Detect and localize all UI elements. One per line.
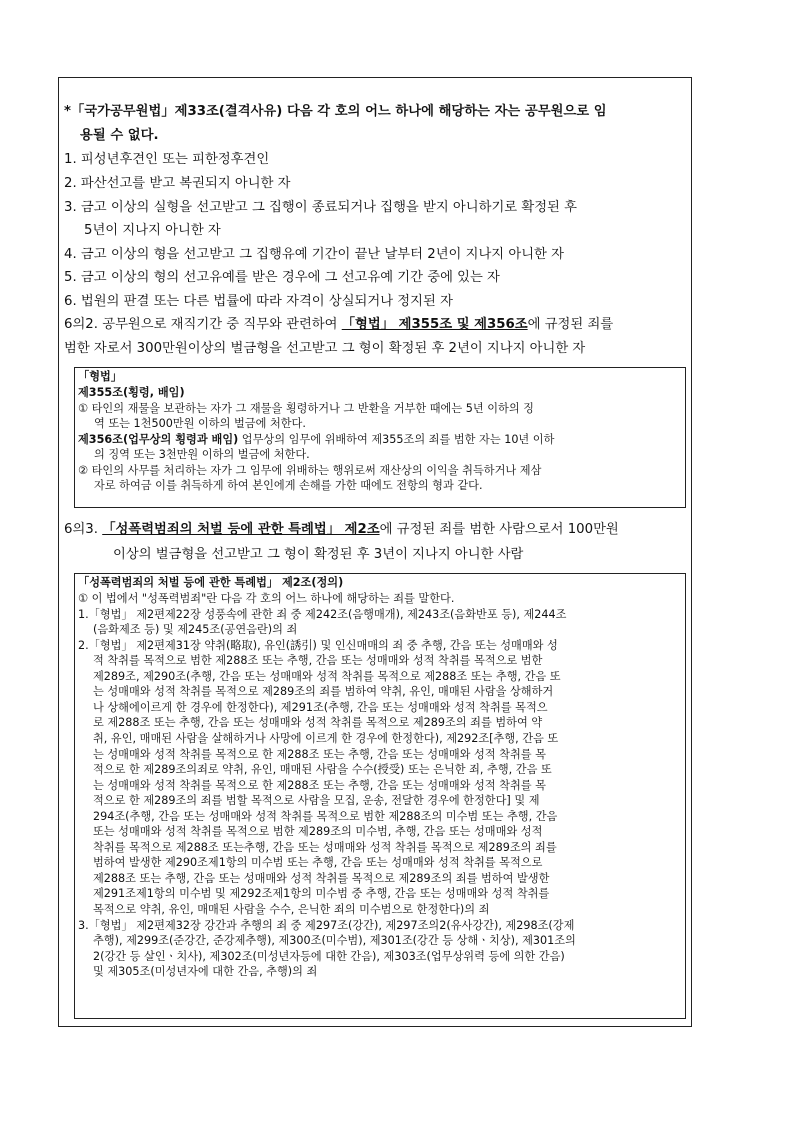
box2-title: 「성폭력범죄의 처벌 등에 관한 특례법」 제2조(정의)	[78, 576, 344, 589]
item-6-2-cont: 범한 자로서 300만원이상의 벌금형을 선고받고 그 형이 확정된 후 2년이 지나지 아니한 자	[64, 341, 586, 356]
item-6-3-law: 「성폭력범죄의 처벌 등에 관한 특례법」 제2조	[102, 522, 380, 537]
article356-text: 업무상의 임무에 위배하여 제355조의 죄를 범한 자는 10년 이하	[238, 433, 555, 446]
item-6-3	[64, 518, 619, 542]
definition-item-cont: 2(강간 등 살인ㆍ치사), 제302조(미성년자등에 대한 간음), 제303조(업무상위력 등에 의한 간음)	[93, 949, 565, 963]
definition-item: 2.「형법」 제2편제31장 약취(略取), 유인(誘引) 및 인신매매의 죄 중 추행, 간음 또는 성매매와 성	[78, 638, 558, 652]
article356-title: 제356조(업무상의 횡령과 배임)	[78, 433, 239, 446]
definition-item-cont: 294조(추행, 간음 또는 성매매와 성적 착취를 목적으로 범한 제288조의 미수범 또는 추행, 간음	[93, 809, 558, 823]
article355-clause1-cont: 역 또는 1천500만원 이하의 벌금에 처한다.	[94, 417, 306, 430]
definition-item-cont: (음화제조 등) 및 제245조(공연음란)의 죄	[93, 623, 298, 637]
definition-item: ① 이 법에서 "성폭력범죄"란 다음 각 호의 어느 하나에 해당하는 죄를 말한다.	[78, 592, 455, 605]
definition-item-cont: 로 제288조 또는 추행, 간음 또는 성매매와 성적 착취를 목적으로 제289조의 죄를 범하여 약	[93, 716, 543, 730]
article356	[78, 432, 554, 447]
definition-item-cont: 및 제305조(미성년자에 대한 간음, 추행)의 죄	[93, 965, 318, 979]
article33-heading-cont: 용될 수 없다.	[80, 128, 159, 143]
definition-item: 1.「형법」 제2편제22장 성풍속에 관한 죄 중 제242조(음행매개), 제243조(음화반포 등), 제244조	[78, 607, 567, 621]
definition-item-cont: 적 착취를 목적으로 범한 제288조 또는 추행, 간음 또는 성매매와 성적 착취를 목적으로 범한	[93, 654, 543, 668]
definition-item-cont: 적으로 한 제289조의죄로 약취, 유인, 매매된 사람을 수수(授受) 또는 은닉한 죄, 추행, 간음 또	[93, 763, 552, 777]
item-6-2	[64, 313, 613, 337]
article355-title: 제355조(횡령, 배임)	[78, 386, 185, 399]
definition-item-cont: 적으로 한 제289조의 죄를 범할 목적으로 사람을 모집, 운송, 전달한 경우에 한정한다] 및 제	[93, 794, 540, 808]
article33-heading: *「국가공무원법」제33조(결격사유) 다음 각 호의 어느 하나에 해당하는 자는 공무원으로 임	[64, 104, 607, 119]
sexual-crime-act-box	[74, 573, 686, 1019]
definition-item-cont: 제288조 또는 추행, 간음 또는 성매매와 성적 착취를 목적으로 제289조의 죄를 범하여 발생한	[93, 871, 550, 885]
definition-item-cont: 는 성매매와 성적 착취를 목적으로 한 제288조 또는 추행, 간음 또는 성매매와 성적 착취를 목	[93, 747, 546, 761]
definition-item-cont: 추행), 제299조(준강간, 준강제추행), 제300조(미수범), 제301조(강간 등 상해ㆍ치상), 제301조의	[93, 934, 576, 948]
definition-item-cont: 취, 유인, 매매된 사람을 살해하거나 사망에 이르게 한 경우에 한정한다), 제292조[추행, 간음 또	[93, 731, 559, 745]
item-6-2-law: 「형법」 제355조 및 제356조	[341, 317, 528, 332]
definition-item-cont: 나 상해에이르게 한 경우에 한정한다), 제291조(추행, 간음 또는 성매매와 성적 착취를 목적으	[93, 700, 548, 714]
list-item: 2. 파산선고를 받고 복권되지 아니한 자	[64, 176, 291, 191]
list-item-cont: 5년이 지나지 아니한 자	[84, 223, 221, 238]
item-6-2-post: 에 규정된 죄를	[527, 317, 614, 332]
definition-item-cont: 또는 성매매와 성적 착취를 목적으로 범한 제289조의 미수범, 추행, 간음 또는 성매매와 성적	[93, 825, 543, 839]
article355-clause2-cont: 자로 하여금 이를 취득하게 하여 본인에게 손해를 가한 때에도 전항의 형과 같다.	[94, 479, 483, 492]
list-item: 6. 법원의 판결 또는 다른 법률에 따라 자격이 상실되거나 정지된 자	[64, 294, 453, 309]
list-item: 5. 금고 이상의 형의 선고유예를 받은 경우에 그 선고유예 기간 중에 있는 자	[64, 270, 500, 285]
article355-clause2: ② 타인의 사무를 처리하는 자가 그 임무에 위배하는 행위로써 재산상의 이익을 취득하거나 제삼	[78, 464, 542, 477]
article355-clause1: ① 타인의 재물을 보관하는 자가 그 재물을 횡령하거나 그 반환을 거부한 때에는 5년 이하의 징	[78, 402, 534, 415]
list-item: 3. 금고 이상의 실형을 선고받고 그 집행이 종료되거나 집행을 받지 아니하기로 확정된 후	[64, 200, 577, 215]
list-item: 4. 금고 이상의 형을 선고받고 그 집행유예 기간이 끝난 날부터 2년이 지나지 아니한 자	[64, 247, 564, 262]
item-6-2-pre: 6의2. 공무원으로 재직기간 중 직무와 관련하여	[64, 317, 342, 332]
article356-cont: 의 징역 또는 3천만원 이하의 벌금에 처한다.	[94, 448, 310, 461]
definition-item-cont: 착취를 목적으로 제288조 또는추행, 간음 또는 성매매와 성적 착취를 목적으로 제289조의 죄를	[93, 840, 557, 854]
item-6-3-cont: 이상의 벌금형을 선고받고 그 형이 확정된 후 3년이 지나지 아니한 사람	[113, 547, 524, 562]
item-6-3-post: 에 규정된 죄를 범한 사람으로서 100만원	[379, 522, 619, 537]
definition-item-cont: 목적으로 약취, 유인, 매매된 사람을 수수, 은닉한 죄의 미수범으로 한정한다)의 죄	[93, 903, 490, 916]
definition-item-cont: 제289조, 제290조(추행, 간음 또는 성매매와 성적 착취를 목적으로 제288조 또는 추행, 간음 또	[93, 669, 561, 683]
definition-item-cont: 는 성매매와 성적 착취를 목적으로 제289조의 죄를 범하여 약취, 유인, 매매된 사람을 상해하거	[93, 685, 554, 699]
item-6-3-pre: 6의3.	[64, 522, 103, 537]
definition-item: 3.「형법」 제2편제32장 강간과 추행의 죄 중 제297조(강간), 제297조의2(유사강간), 제298조(강제	[78, 918, 575, 932]
box1-title: 「형법」	[78, 370, 122, 383]
criminal-act-box	[74, 367, 686, 508]
definition-item-cont: 제291조제1항의 미수범 및 제292조제1항의 미수범 중 추행, 간음 또는 성매매와 성적 착취를	[93, 887, 550, 901]
definition-item-cont: 는 성매매와 성적 착취를 목적으로 한 제288조 또는 추행, 간음 또는 성매매와 성적 착취를 목	[93, 778, 546, 792]
list-item: 1. 피성년후견인 또는 피한정후견인	[64, 152, 270, 167]
definition-item-cont: 범하여 발생한 제290조제1항의 미수범 또는 추행, 간음 또는 성매매와 성적 착취를 목적으로	[93, 856, 543, 870]
